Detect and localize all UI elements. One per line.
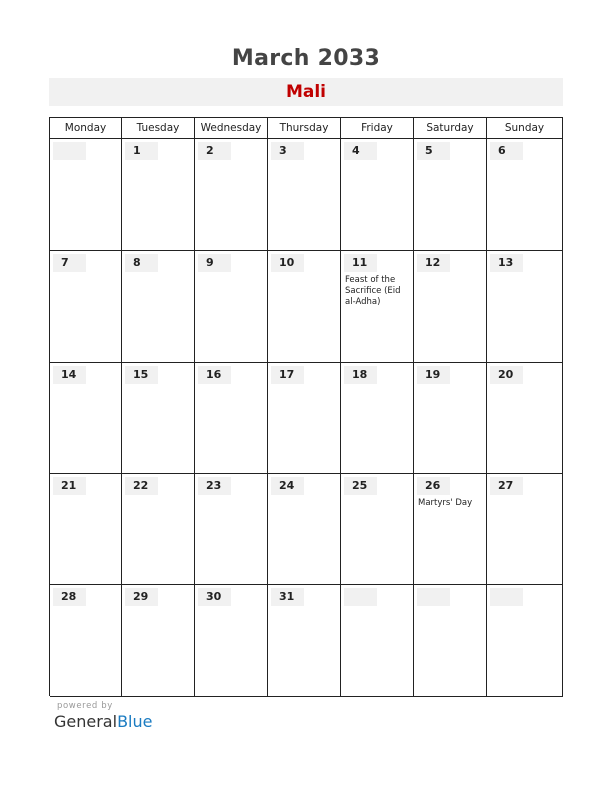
day-number: 17 bbox=[271, 366, 304, 384]
day-number: 21 bbox=[53, 477, 86, 495]
weekday-header: Saturday bbox=[414, 118, 487, 139]
day-cell[interactable] bbox=[414, 251, 487, 363]
day-cell[interactable] bbox=[487, 585, 563, 697]
weekday-header: Sunday bbox=[487, 118, 563, 139]
weekday-header: Wednesday bbox=[195, 118, 268, 139]
day-cell[interactable] bbox=[341, 585, 414, 697]
day-cell[interactable] bbox=[487, 474, 563, 585]
day-number bbox=[490, 588, 523, 606]
day-cell[interactable] bbox=[268, 363, 341, 474]
day-number: 18 bbox=[344, 366, 377, 384]
calendar-grid bbox=[49, 117, 563, 696]
powered-by-label: powered by bbox=[57, 701, 113, 711]
day-number: 28 bbox=[53, 588, 86, 606]
calendar-title: March 2033 bbox=[231, 46, 381, 71]
day-number bbox=[344, 588, 377, 606]
day-cell[interactable] bbox=[50, 251, 122, 363]
weekday-header: Tuesday bbox=[122, 118, 195, 139]
day-number: 30 bbox=[198, 588, 231, 606]
day-cell[interactable] bbox=[341, 363, 414, 474]
day-cell[interactable] bbox=[122, 251, 195, 363]
day-number: 8 bbox=[125, 254, 158, 272]
day-cell[interactable] bbox=[341, 251, 414, 363]
day-number: 4 bbox=[344, 142, 377, 160]
day-cell[interactable] bbox=[268, 251, 341, 363]
day-cell[interactable] bbox=[122, 363, 195, 474]
day-cell[interactable] bbox=[268, 585, 341, 697]
day-cell[interactable] bbox=[122, 585, 195, 697]
brand-blue: Blue bbox=[117, 712, 153, 731]
day-number: 10 bbox=[271, 254, 304, 272]
day-cell[interactable] bbox=[195, 474, 268, 585]
day-cell[interactable] bbox=[414, 363, 487, 474]
day-cell[interactable] bbox=[487, 363, 563, 474]
day-cell[interactable] bbox=[414, 585, 487, 697]
day-number: 26 bbox=[417, 477, 450, 495]
day-cell[interactable] bbox=[414, 474, 487, 585]
day-cell[interactable] bbox=[50, 139, 122, 251]
day-number: 6 bbox=[490, 142, 523, 160]
day-number: 14 bbox=[53, 366, 86, 384]
day-cell[interactable] bbox=[414, 139, 487, 251]
day-number: 9 bbox=[198, 254, 231, 272]
day-number bbox=[53, 142, 86, 160]
day-cell[interactable] bbox=[122, 139, 195, 251]
day-cell[interactable] bbox=[487, 251, 563, 363]
day-cell[interactable] bbox=[341, 474, 414, 585]
holiday-event: Feast of the Sacrifice (Eid al-Adha) bbox=[345, 275, 401, 307]
day-number: 25 bbox=[344, 477, 377, 495]
day-cell[interactable] bbox=[268, 139, 341, 251]
day-number: 11 bbox=[344, 254, 377, 272]
day-cell[interactable] bbox=[341, 139, 414, 251]
day-number: 16 bbox=[198, 366, 231, 384]
day-number: 1 bbox=[125, 142, 158, 160]
holiday-event: Martyrs' Day bbox=[418, 498, 473, 508]
day-cell[interactable] bbox=[50, 363, 122, 474]
day-number: 20 bbox=[490, 366, 523, 384]
day-number: 5 bbox=[417, 142, 450, 160]
weekday-header: Monday bbox=[50, 118, 122, 139]
day-cell[interactable] bbox=[268, 474, 341, 585]
day-number: 13 bbox=[490, 254, 523, 272]
day-number: 3 bbox=[271, 142, 304, 160]
brand-general: General bbox=[54, 712, 118, 731]
country-bar bbox=[49, 78, 563, 106]
day-number: 29 bbox=[125, 588, 158, 606]
day-cell[interactable] bbox=[195, 363, 268, 474]
day-number: 22 bbox=[125, 477, 158, 495]
generalblue-logo[interactable] bbox=[54, 712, 152, 731]
day-cell[interactable] bbox=[487, 139, 563, 251]
day-number: 23 bbox=[198, 477, 231, 495]
country-name: Mali bbox=[285, 82, 327, 102]
day-number: 27 bbox=[490, 477, 523, 495]
day-number: 15 bbox=[125, 366, 158, 384]
day-cell[interactable] bbox=[50, 585, 122, 697]
day-cell[interactable] bbox=[50, 474, 122, 585]
day-cell[interactable] bbox=[122, 474, 195, 585]
day-number: 12 bbox=[417, 254, 450, 272]
day-cell[interactable] bbox=[195, 251, 268, 363]
day-cell[interactable] bbox=[195, 585, 268, 697]
day-number: 7 bbox=[53, 254, 86, 272]
weekday-header: Thursday bbox=[268, 118, 341, 139]
day-number bbox=[417, 588, 450, 606]
day-number: 19 bbox=[417, 366, 450, 384]
day-number: 31 bbox=[271, 588, 304, 606]
day-number: 24 bbox=[271, 477, 304, 495]
day-number: 2 bbox=[198, 142, 231, 160]
day-cell[interactable] bbox=[195, 139, 268, 251]
weekday-header: Friday bbox=[341, 118, 414, 139]
